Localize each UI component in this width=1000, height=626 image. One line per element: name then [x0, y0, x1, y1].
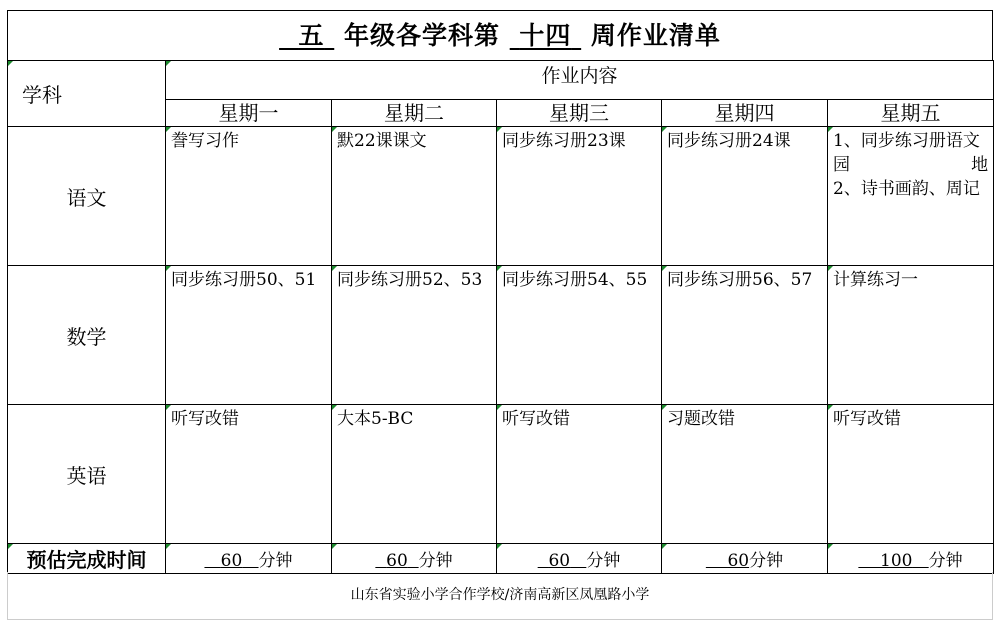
- table-cell: 听写改错: [497, 405, 662, 544]
- day-header-wed: 星期三: [497, 100, 662, 127]
- table-cell: [828, 127, 994, 266]
- fri-line-1: 1、同步练习册语文: [833, 131, 980, 151]
- title-week-suffix: 周作业清单: [590, 21, 721, 50]
- table-cell: 同步练习册52、53: [332, 266, 497, 405]
- day-header-mon: 星期一: [166, 100, 332, 127]
- title-grade-suffix: 年级各学科第: [343, 21, 500, 50]
- day-header-tue: 星期二: [332, 100, 497, 127]
- day-header-thu: 星期四: [662, 100, 828, 127]
- time-cell: 60 分钟: [166, 544, 332, 574]
- table-row-time: [8, 544, 994, 574]
- homework-table: [7, 60, 994, 574]
- time-label: 预估完成时间: [8, 544, 166, 574]
- school-footer: 山东省实验小学合作学校/济南高新区凤凰路小学: [7, 572, 993, 620]
- table-cell: 同步练习册54、55: [497, 266, 662, 405]
- table-cell: 习题改错: [662, 405, 828, 544]
- time-cell: 100 分钟: [828, 544, 994, 574]
- table-cell: 同步练习册50、51: [166, 266, 332, 405]
- table-cell: 听写改错: [166, 405, 332, 544]
- table-cell: 大本5-BC: [332, 405, 497, 544]
- fri-line-3: 2、诗书画韵、周记: [833, 179, 980, 199]
- subject-math: 数学: [8, 266, 166, 405]
- table-row-chinese: [8, 127, 994, 266]
- table-cell: 同步练习册24课: [662, 127, 828, 266]
- content-header: 作业内容: [166, 61, 994, 100]
- table-cell: 听写改错: [828, 405, 994, 544]
- day-header-fri: 星期五: [828, 100, 994, 127]
- time-cell: 60 分钟: [332, 544, 497, 574]
- table-row-math: [8, 266, 994, 405]
- table-cell: 誊写习作: [166, 127, 332, 266]
- table-cell: 同步练习册56、57: [662, 266, 828, 405]
- time-cell: 60 分钟: [497, 544, 662, 574]
- table-cell: 同步练习册23课: [497, 127, 662, 266]
- table-cell: 默22课课文: [332, 127, 497, 266]
- page-title: [7, 10, 993, 60]
- table-cell: 计算练习一: [828, 266, 994, 405]
- title-week: 十四: [519, 21, 572, 50]
- fri-line-2: 园 地: [833, 155, 989, 175]
- title-grade: 五: [298, 21, 325, 50]
- table-row-english: [8, 405, 994, 544]
- subject-chinese: 语文: [8, 127, 166, 266]
- subject-header: 学科: [8, 61, 166, 127]
- subject-english: 英语: [8, 405, 166, 544]
- time-cell: 60分钟: [662, 544, 828, 574]
